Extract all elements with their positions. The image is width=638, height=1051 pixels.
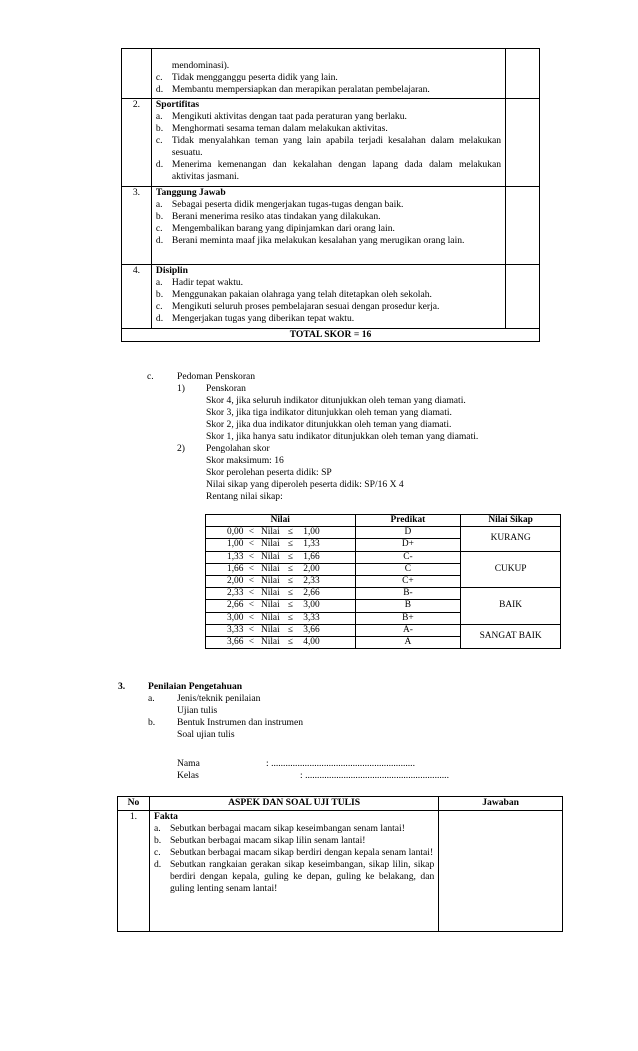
section-letter: c. (147, 371, 154, 382)
item-letter: d. (155, 84, 164, 95)
score-cell (506, 99, 540, 187)
item-letter: b. (148, 717, 156, 728)
item-letter: c. (155, 223, 163, 234)
range-lower: 2,33 (206, 588, 246, 600)
question-item: Sebutkan berbagai macam sikap lilin senam lantai! (169, 835, 366, 846)
less-equal-symbol: ≤ (283, 600, 297, 612)
nilai-word: Nilai (257, 563, 283, 575)
less-than-symbol: ˂ (245, 539, 257, 551)
item-letter: b. (155, 123, 164, 134)
header-nilai: Nilai (206, 515, 356, 527)
item-letter: c. (155, 72, 163, 83)
list-item: Sebagai peserta didik mengerjakan tugas-tugas dengan baik. (171, 199, 404, 210)
range-lower: 3,33 (206, 624, 246, 636)
header-predikat: Predikat (355, 515, 461, 527)
range-lower: 3,00 (206, 612, 246, 624)
nilai-word: Nilai (257, 527, 283, 539)
section-title: Pedoman Penskoran (177, 371, 256, 382)
predikat-value: A- (355, 624, 461, 636)
less-than-symbol: ˂ (245, 551, 257, 563)
attitude-category: KURANG (461, 527, 561, 551)
question-item: Sebutkan rangkaian gerakan sikap keseimbangan, sikap lilin, sikap berdiri dengan kepala, guling ke depan, guling ke belakang, dan guling lenting senam lantai! (169, 859, 435, 894)
less-equal-symbol: ≤ (283, 563, 297, 575)
indicator-cell (151, 265, 505, 329)
section-heading: Penilaian Pengetahuan (148, 681, 243, 692)
rule-line: Skor 4, jika seluruh indikator ditunjukkan oleh teman yang diamati. (206, 395, 466, 406)
range-lower: 0,00 (206, 527, 246, 539)
nilai-word: Nilai (257, 600, 283, 612)
indicator-cell (151, 99, 505, 187)
less-equal-symbol: ≤ (283, 637, 297, 649)
rule-line: Skor 1, jika hanya satu indikator ditunjukkan oleh teman yang diamati. (206, 431, 479, 442)
range-lower: 1,00 (206, 539, 246, 551)
item-number: 1) (177, 383, 185, 394)
less-than-symbol: ˂ (245, 588, 257, 600)
less-than-symbol: ˂ (245, 624, 257, 636)
question-item: Sebutkan berbagai macam sikap berdiri dengan kepala senam lantai! (169, 847, 434, 858)
list-item: Tidak menyalahkan teman yang lain apabila terjadi kesalahan dalam melakukan sesuatu. (171, 135, 502, 158)
total-row (122, 329, 540, 342)
class-label: Kelas (177, 770, 199, 781)
range-upper: 3,66 (297, 624, 355, 636)
rule-line: Skor 3, jika tiga indikator ditunjukkan oleh teman yang diamati. (206, 407, 452, 418)
aspect-title: Tanggung Jawab (155, 187, 226, 198)
predikat-value: C+ (355, 576, 461, 588)
score-range-table (205, 514, 561, 649)
nilai-word: Nilai (257, 539, 283, 551)
processing-line: Skor maksimum: 16 (206, 455, 284, 466)
list-item: Mengerjakan tugas yang diberikan tepat waktu. (171, 313, 355, 324)
score-cell (506, 265, 540, 329)
range-upper: 3,33 (297, 612, 355, 624)
less-equal-symbol: ≤ (283, 612, 297, 624)
row-number: 2. (122, 99, 152, 187)
nilai-word: Nilai (257, 576, 283, 588)
list-item: mendominasi). (171, 60, 230, 71)
table-row (122, 49, 540, 99)
indicator-cell (151, 49, 505, 99)
predikat-value: B- (355, 588, 461, 600)
question-item: Sebutkan berbagai macam sikap keseimbangan senam lantai! (169, 823, 405, 834)
range-upper: 1,00 (297, 527, 355, 539)
nilai-word: Nilai (257, 637, 283, 649)
item-letter: d. (155, 235, 164, 246)
less-than-symbol: ˂ (245, 563, 257, 575)
list-item: Hadir tepat waktu. (171, 277, 244, 288)
name-label: Nama (177, 758, 200, 769)
written-test-table (117, 796, 563, 932)
processing-line: Skor perolehan peserta didik: SP (206, 467, 332, 478)
list-item: Mengikuti seluruh proses pembelajaran sesuai dengan prosedur kerja. (171, 301, 440, 312)
less-equal-symbol: ≤ (283, 551, 297, 563)
score-cell (506, 49, 540, 99)
item-text: Jenis/teknik penilaian (177, 693, 261, 704)
item-letter: c. (155, 301, 163, 312)
section-number: 3. (118, 681, 126, 692)
less-than-symbol: ˂ (245, 612, 257, 624)
table-row (118, 811, 563, 932)
header-answer: Jawaban (439, 797, 563, 811)
table-row (122, 187, 540, 265)
attitude-indicator-table (121, 48, 540, 342)
scoring-rules (206, 395, 478, 443)
nilai-word: Nilai (257, 624, 283, 636)
range-upper: 4,00 (297, 637, 355, 649)
range-row (206, 588, 561, 600)
header-aspect: ASPEK DAN SOAL UJI TULIS (149, 797, 438, 811)
item-letter: a. (155, 277, 163, 288)
predikat-value: D (355, 527, 461, 539)
range-upper: 1,66 (297, 551, 355, 563)
item-number: 2) (177, 443, 185, 454)
less-than-symbol: ˂ (245, 576, 257, 588)
table-row (122, 265, 540, 329)
item-text: Bentuk Instrumen dan instrumen (177, 717, 304, 728)
name-field: : ............................................................ (266, 758, 415, 769)
item-letter: d. (153, 859, 162, 870)
row-number: 4. (122, 265, 152, 329)
less-equal-symbol: ≤ (283, 527, 297, 539)
range-lower: 2,66 (206, 600, 246, 612)
less-equal-symbol: ≤ (283, 624, 297, 636)
item-letter: a. (153, 823, 161, 834)
range-upper: 2,00 (297, 563, 355, 575)
table-row (122, 99, 540, 187)
aspect-title: Sportifitas (155, 99, 200, 110)
less-than-symbol: ˂ (245, 600, 257, 612)
item-letter: b. (153, 835, 162, 846)
subsection-title: Pengolahan skor (206, 443, 270, 454)
range-lower: 1,66 (206, 563, 246, 575)
aspect-title: Disiplin (155, 265, 188, 276)
row-number: 1. (118, 811, 150, 932)
nilai-word: Nilai (257, 612, 283, 624)
range-row (206, 624, 561, 636)
item-letter: d. (155, 313, 164, 324)
nilai-word: Nilai (257, 551, 283, 563)
category-title: Fakta (153, 811, 178, 822)
list-item: Tidak mengganggu peserta didik yang lain. (171, 72, 338, 83)
less-than-symbol: ˂ (245, 637, 257, 649)
less-equal-symbol: ≤ (283, 588, 297, 600)
list-item: Membantu mempersiapkan dan merapikan peralatan pembelajaran. (171, 84, 430, 95)
list-item: Berani menerima resiko atas tindakan yang dilakukan. (171, 211, 381, 222)
row-number (122, 49, 152, 99)
class-field: : ............................................................ (300, 770, 449, 781)
item-letter: c. (155, 135, 163, 146)
item-letter: a. (148, 693, 155, 704)
processing-line: Nilai sikap yang diperoleh peserta didik: SP/16 X 4 (206, 479, 404, 490)
range-upper: 1,33 (297, 539, 355, 551)
total-score: TOTAL SKOR = 16 (122, 329, 540, 342)
rule-line: Skor 2, jika dua indikator ditunjukkan oleh teman yang diamati. (206, 419, 452, 430)
item-letter: a. (155, 111, 163, 122)
range-upper: 3,00 (297, 600, 355, 612)
header-no: No (118, 797, 150, 811)
predikat-value: C- (355, 551, 461, 563)
item-letter: d. (155, 159, 164, 170)
question-cell (149, 811, 438, 932)
predikat-value: C (355, 563, 461, 575)
range-lower: 3,66 (206, 637, 246, 649)
range-upper: 2,66 (297, 588, 355, 600)
predikat-value: D+ (355, 539, 461, 551)
attitude-category: SANGAT BAIK (461, 624, 561, 648)
list-item: Mengembalikan barang yang dipinjamkan dari orang lain. (171, 223, 395, 234)
subsection-title: Penskoran (206, 383, 246, 394)
answer-cell (439, 811, 563, 932)
processing-lines (206, 455, 404, 503)
range-lower: 2,00 (206, 576, 246, 588)
item-letter: b. (155, 289, 164, 300)
list-item: Menghormati sesama teman dalam melakukan aktivitas. (171, 123, 388, 134)
list-item: Menerima kemenangan dan kekalahan dengan lapang dada dalam melakukan aktivitas jasmani. (171, 159, 502, 182)
item-subtext: Ujian tulis (177, 705, 218, 716)
list-item: Menggunakan pakaian olahraga yang telah ditetapkan oleh sekolah. (171, 289, 432, 300)
indicator-cell (151, 187, 505, 265)
predikat-value: A (355, 637, 461, 649)
row-number: 3. (122, 187, 152, 265)
attitude-category: BAIK (461, 588, 561, 625)
item-letter: a. (155, 199, 163, 210)
range-upper: 2,33 (297, 576, 355, 588)
attitude-category: CUKUP (461, 551, 561, 588)
item-letter: c. (153, 847, 161, 858)
header-nilai-sikap: Nilai Sikap (461, 515, 561, 527)
score-cell (506, 187, 540, 265)
range-row (206, 551, 561, 563)
less-equal-symbol: ≤ (283, 576, 297, 588)
item-subtext: Soal ujian tulis (177, 729, 235, 740)
range-lower: 1,33 (206, 551, 246, 563)
range-row (206, 527, 561, 539)
list-item: Berani meminta maaf jika melakukan kesalahan yang merugikan orang lain. (171, 235, 465, 246)
less-equal-symbol: ≤ (283, 539, 297, 551)
list-item: Mengikuti aktivitas dengan taat pada peraturan yang berlaku. (171, 111, 407, 122)
nilai-word: Nilai (257, 588, 283, 600)
predikat-value: B (355, 600, 461, 612)
item-letter: b. (155, 211, 164, 222)
processing-line: Rentang nilai sikap: (206, 491, 283, 502)
less-than-symbol: ˂ (245, 527, 257, 539)
predikat-value: B+ (355, 612, 461, 624)
